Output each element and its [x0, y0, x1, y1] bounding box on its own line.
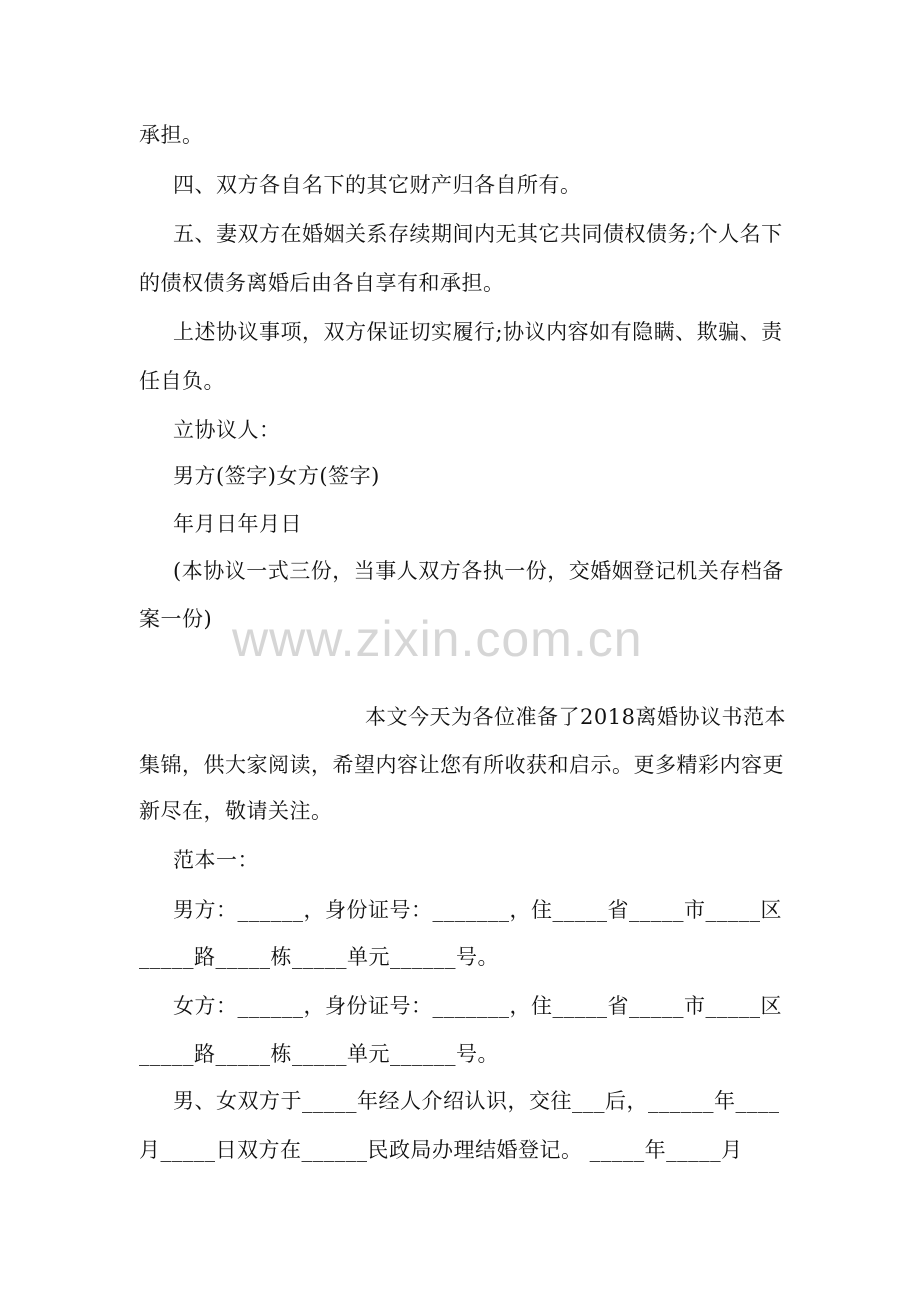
text-line-1: 承担。	[139, 123, 204, 147]
text-line-16: 男方：______，身份证号：_______，住_____省_____市_____区	[173, 898, 782, 922]
text-line-3: 五、妻双方在婚姻关系存续期间内无其它共同债权债务;个人名下	[173, 222, 783, 246]
text-line-19: _____路_____栋_____单元______号。	[139, 1042, 499, 1066]
watermark: www.zixin.com.cn	[232, 611, 643, 667]
text-line-7: 立协议人：	[173, 418, 281, 442]
text-line-9: 年月日年月日	[173, 512, 302, 536]
text-line-17: _____路_____栋_____单元______号。	[139, 945, 499, 969]
text-line-10: (本协议一式三份，当事人双方各执一份，交婚姻登记机关存档备	[173, 559, 784, 583]
text-line-15: 范本一：	[173, 848, 259, 872]
text-line-8: 男方(签字)女方(签字)	[173, 464, 380, 488]
text-line-4: 的债权债务离婚后由各自享有和承担。	[139, 271, 505, 295]
text-line-6: 任自负。	[139, 369, 225, 393]
text-line-20: 男、女双方于_____年经人介绍认识，交往___后，______年____	[173, 1089, 780, 1113]
text-line-21: 月_____日双方在______民政局办理结婚登记。 _____年_____月	[139, 1138, 743, 1162]
text-line-5: 上述协议事项，双方保证切实履行;协议内容如有隐瞒、欺骗、责	[173, 320, 783, 344]
text-line-2: 四、双方各自名下的其它财产归各自所有。	[173, 173, 582, 197]
text-line-14: 新尽在，敬请关注。	[139, 799, 333, 823]
text-line-18: 女方：______，身份证号：_______，住_____省_____市_____区	[173, 994, 782, 1018]
text-line-11: 案一份)	[139, 607, 213, 631]
text-line-12: 本文今天为各位准备了2018离婚协议书范本	[365, 705, 786, 729]
text-line-13: 集锦，供大家阅读，希望内容让您有所收获和启示。更多精彩内容更	[139, 753, 784, 777]
